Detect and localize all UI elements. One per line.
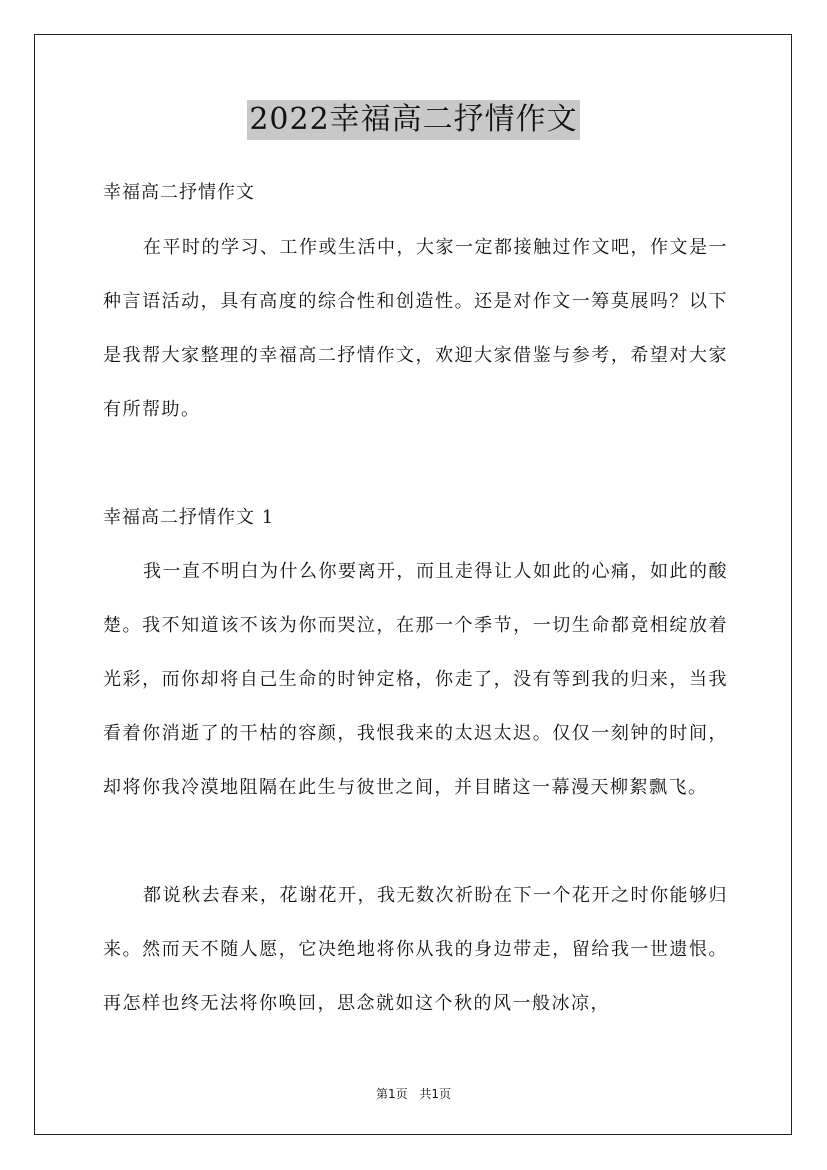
intro-paragraph: 在平时的学习、工作或生活中，大家一定都接触过作文吧，作文是一种言语活动，具有高度的综合性和创造性。还是对作文一筹莫展吗？以下是我帮大家整理的幸福高二抒情作文，欢迎大家借鉴与参考，希望对大家有所帮助。 — [103, 237, 728, 420]
page-footer — [0, 1085, 827, 1102]
page-number: 第1页 — [375, 1087, 408, 1101]
body-paragraph-2: 都说秋去春来，花谢花开，我无数次祈盼在下一个花开之时你能够归来。然而天不随人愿，它决绝地将你从我的身边带走，留给我一世遗恨。再怎样也终无法将你唤回，思念就如这个秋的风一般冰凉， — [103, 885, 728, 1014]
body-paragraph-1: 我一直不明白为什么你要离开，而且走得让人如此的心痛，如此的酸楚。我不知道该不该为你而哭泣，在那一个季节，一切生命都竟相绽放着光彩，而你却将自己生命的时钟定格，你走了，没有等到我的归来，当我看着你消逝了的干枯的容颜，我恨我来的太迟太迟。仅仅一刻钟的时间，却将你我冷漠地阻隔在此生与彼世之间，并目睹这一幕漫天柳絮飘飞。 — [103, 561, 728, 798]
page-total: 共1页 — [419, 1087, 452, 1101]
title-container — [0, 100, 827, 140]
intro-heading: 幸福高二抒情作文 — [103, 182, 255, 203]
section-heading: 幸福高二抒情作文 1 — [103, 507, 275, 528]
document-title: 2022幸福高二抒情作文 — [247, 100, 579, 140]
